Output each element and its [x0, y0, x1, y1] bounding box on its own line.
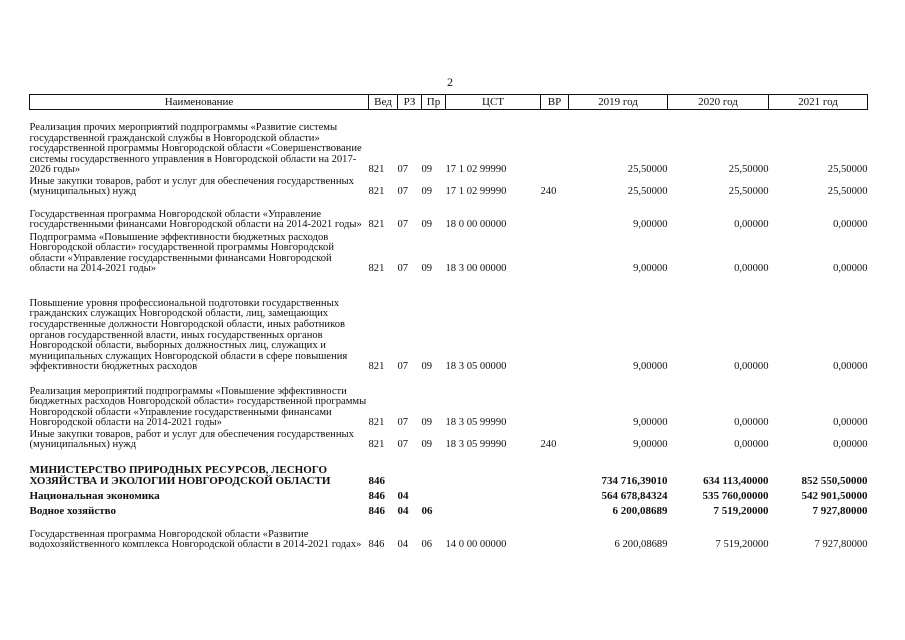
- row-2021: 542 901,50000: [801, 490, 868, 502]
- table-header-row: [30, 95, 868, 110]
- page-number: 2: [447, 75, 453, 89]
- row-vr: 240: [540, 186, 557, 198]
- row-ved: 821: [368, 361, 385, 373]
- header-rz: РЗ: [398, 95, 422, 110]
- row-vr: [541, 517, 569, 551]
- row-ved: 846: [368, 490, 385, 502]
- row-2019: 6 200,08689: [614, 539, 668, 551]
- row-ved: 821: [368, 186, 385, 198]
- row-vr: [541, 231, 569, 275]
- header-ved: Вед: [369, 95, 398, 110]
- row-2020: 535 760,00000: [702, 490, 769, 502]
- row-2020: 0,00000: [734, 417, 769, 429]
- row-rz: 07: [397, 186, 409, 198]
- row-rz: 07: [397, 263, 409, 275]
- row-2019: 734 716,39010: [601, 475, 668, 487]
- row-2019: 9,00000: [633, 439, 668, 451]
- table-row: [30, 373, 868, 429]
- table-row: [30, 502, 868, 517]
- row-name: Реализация прочих мероприятий подпрограммы «Развитие системы государственной гражданской службы в Новгородской области» государственной программы Новгородской области «Совершенствование системы государственного управления в Новгородской области на 2017-2026 годы»: [29, 122, 362, 176]
- row-cst: 17 1 02 99990: [445, 164, 507, 176]
- row-2020: 0,00000: [734, 439, 769, 451]
- table-row: [30, 451, 868, 487]
- row-name: Иные закупки товаров, работ и услуг для обеспечения государственных (муниципальных) нужд: [29, 175, 354, 198]
- row-rz: 07: [397, 417, 409, 429]
- row-ved: 846: [368, 475, 385, 487]
- row-vr: [541, 275, 569, 373]
- header-cst: ЦСТ: [446, 95, 541, 110]
- row-pr: 09: [421, 186, 433, 198]
- row-name: Иные закупки товаров, работ и услуг для обеспечения государственных (муниципальных) нужд: [29, 428, 354, 451]
- row-2020: 0,00000: [734, 263, 769, 275]
- row-2021: 0,00000: [833, 263, 868, 275]
- row-2019: 25,50000: [627, 164, 668, 176]
- table-row: [30, 487, 868, 502]
- row-pr: 09: [421, 164, 433, 176]
- row-cst: 18 3 05 99990: [445, 439, 507, 451]
- header-name: Наименование: [30, 95, 369, 110]
- row-ved: 821: [368, 417, 385, 429]
- row-rz: [398, 451, 422, 487]
- row-cst: 14 0 00 00000: [445, 539, 507, 551]
- row-vr: [541, 373, 569, 429]
- row-2021: 852 550,50000: [801, 475, 868, 487]
- budget-table: [29, 94, 868, 551]
- row-name: Водное хозяйство: [29, 505, 116, 517]
- row-rz: 07: [397, 439, 409, 451]
- row-cst: 18 0 00 00000: [445, 219, 507, 231]
- row-ved: 821: [368, 439, 385, 451]
- row-rz: 04: [397, 490, 409, 502]
- table-row: [30, 429, 868, 451]
- row-name: Реализация мероприятий подпрограммы «Повышение эффективности бюджетных расходов Новгородской области» государственной программы Новгородской области «Управление государственными финансами Новгородской области на 2014-2021 годы»: [29, 385, 367, 429]
- row-2021: 7 927,80000: [812, 505, 868, 517]
- row-ved: 846: [368, 539, 385, 551]
- row-ved: 821: [368, 164, 385, 176]
- row-2021: 0,00000: [833, 417, 868, 429]
- row-name: Повышение уровня профессиональной подготовки государственных гражданских служащих Новгородской области, лиц, замещающих государственные должности Новгородской области, иных работников органов государственной власти, иных государственных органов Новгородской области, выборных должностных лиц, служащих и муниципальных служащих Новгородской области в сфере повышения эффективности бюджетных расходов: [29, 297, 348, 373]
- row-cst: [446, 502, 541, 517]
- header-2020: 2020 год: [668, 95, 769, 110]
- row-2019: 564 678,84324: [601, 490, 668, 502]
- table-row: [30, 110, 868, 177]
- row-name: МИНИСТЕРСТВО ПРИРОДНЫХ РЕСУРСОВ, ЛЕСНОГО ХОЗЯЙСТВА И ЭКОЛОГИИ НОВГОРОДСКОЙ ОБЛАСТИ: [29, 464, 331, 487]
- row-name: Государственная программа Новгородской области «Управление государственными финансами Новгородской области на 2014-2021 годы»: [29, 208, 362, 231]
- row-2021: 0,00000: [833, 439, 868, 451]
- row-2019: 9,00000: [633, 361, 668, 373]
- row-2021: 25,50000: [827, 164, 868, 176]
- row-vr: 240: [540, 439, 557, 451]
- row-2020: 0,00000: [734, 219, 769, 231]
- row-rz: 04: [397, 539, 409, 551]
- row-pr: 06: [421, 505, 433, 517]
- row-ved: 821: [368, 263, 385, 275]
- header-2021: 2021 год: [769, 95, 868, 110]
- table-row: [30, 517, 868, 551]
- row-ved: 846: [368, 505, 385, 517]
- row-2020: 634 113,40000: [703, 475, 769, 487]
- row-2021: 0,00000: [833, 361, 868, 373]
- table-row: [30, 231, 868, 275]
- row-2019: 9,00000: [633, 219, 668, 231]
- row-pr: 09: [421, 219, 433, 231]
- row-name: Национальная экономика: [29, 490, 160, 502]
- row-cst: 18 3 05 99990: [445, 417, 507, 429]
- row-vr: [541, 110, 569, 177]
- row-2020: 25,50000: [728, 186, 769, 198]
- row-pr: 09: [421, 361, 433, 373]
- row-2020: 7 519,20000: [713, 505, 769, 517]
- row-pr: 09: [421, 263, 433, 275]
- row-2021: 0,00000: [833, 219, 868, 231]
- row-pr: [422, 487, 446, 502]
- row-rz: 07: [397, 219, 409, 231]
- row-pr: [422, 451, 446, 487]
- row-pr: 09: [421, 439, 433, 451]
- row-2019: 9,00000: [633, 263, 668, 275]
- row-2021: 7 927,80000: [814, 539, 868, 551]
- header-vr: ВР: [541, 95, 569, 110]
- header-pr: Пр: [422, 95, 446, 110]
- row-vr: [541, 487, 569, 502]
- row-2020: 7 519,20000: [715, 539, 769, 551]
- row-name: Государственная программа Новгородской области «Развитие водохозяйственного комплекса Новгородской области в 2014-2021 годах»: [29, 528, 362, 551]
- row-cst: 18 3 00 00000: [445, 263, 507, 275]
- row-pr: 06: [421, 539, 433, 551]
- row-rz: 07: [397, 164, 409, 176]
- row-rz: 04: [397, 505, 409, 517]
- table-row: [30, 275, 868, 373]
- row-2019: 25,50000: [627, 186, 668, 198]
- row-vr: [541, 502, 569, 517]
- row-2020: 25,50000: [728, 164, 769, 176]
- row-name: Подпрограмма «Повышение эффективности бюджетных расходов Новгородской области» государственной программы Новгородской области «Управление государственными финансами Новгородской области на 2014-2021 годы»: [29, 231, 335, 275]
- row-vr: [541, 198, 569, 231]
- row-2019: 9,00000: [633, 417, 668, 429]
- table-row: [30, 176, 868, 198]
- table-row: [30, 198, 868, 231]
- row-vr: [541, 451, 569, 487]
- row-rz: 07: [397, 361, 409, 373]
- row-2020: 0,00000: [734, 361, 769, 373]
- row-cst: 18 3 05 00000: [445, 361, 507, 373]
- row-cst: [446, 451, 541, 487]
- header-2019: 2019 год: [569, 95, 668, 110]
- row-ved: 821: [368, 219, 385, 231]
- row-pr: 09: [421, 417, 433, 429]
- row-2021: 25,50000: [827, 186, 868, 198]
- row-cst: [446, 487, 541, 502]
- row-cst: 17 1 02 99990: [445, 186, 507, 198]
- row-2019: 6 200,08689: [612, 505, 668, 517]
